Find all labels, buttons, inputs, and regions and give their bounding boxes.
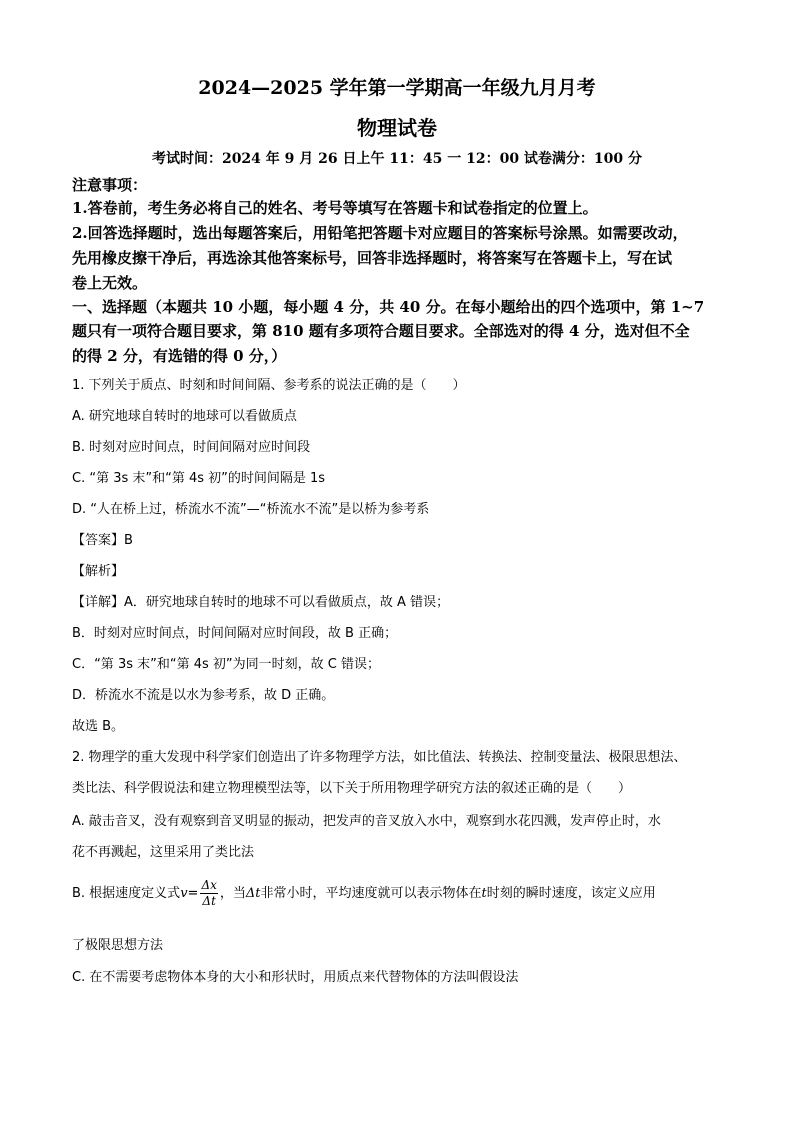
q1-option-a: A. 研究地球自转时的地球可以看做质点 <box>72 409 297 424</box>
fraction-numerator: Δx <box>201 878 217 892</box>
delta-t-symbol: Δt <box>245 886 261 901</box>
fraction-denominator: Δt <box>202 894 216 908</box>
q2-option-a-line-1: A. 敲击音叉，没有观察到音叉明显的振动，把发声的音叉放入水中，观察到水花四溅，发声停止时，水 <box>72 814 661 829</box>
q2-stem-line-1: 2. 物理学的重大发现中科学家们创造出了许多物理学方法，如比值法、转换法、控制变量法、极限思想法、 <box>72 750 687 765</box>
option-b-mid: ，当 <box>219 886 246 901</box>
answer-tag: 【答案】 <box>72 533 125 548</box>
q2-option-a-line-2: 花不再溅起，这里采用了类比法 <box>72 845 255 860</box>
detail-tag: 【详解】 <box>72 595 125 610</box>
option-b-post: 时刻的瞬时速度，该定义应用 <box>486 886 656 901</box>
notes-heading: 注意事项： <box>72 176 148 194</box>
notes-item-2-line-3: 卷上无效。 <box>72 274 148 292</box>
q2-option-c: C. 在不需要考虑物体本身的大小和形状时，用质点来代替物体的方法叫假设法 <box>72 970 519 985</box>
option-b-prefix: B. 根据速度定义式 <box>72 886 181 901</box>
notes-item-1: 1.答卷前，考生务必将自己的姓名、考号等填写在答题卡和试卷指定的位置上。 <box>72 199 598 217</box>
notes-item-2-line-2: 先用橡皮擦干净后，再选涂其他答案标号，回答非选择题时，将答案写在答题卡上，写在试 <box>72 249 673 267</box>
velocity-fraction <box>200 878 217 909</box>
q1-stem: 1. 下列关于质点、时刻和时间间隔、参考系的说法正确的是（ ） <box>72 378 466 393</box>
section-1-line-3: 的得 2 分，有选错的得 0 分，） <box>72 347 287 365</box>
notes-item-2-line-1: 2.回答选择题时，选出每题答案后，用铅笔把答题卡对应题目的答案标号涂黑。如需要改动， <box>72 224 688 242</box>
detail-a-text: A．研究地球自转时的地球不可以看做质点，故 A 错误； <box>124 595 450 610</box>
q1-option-d: D. “人在桥上过，桥流水不流”—“桥流水不流”是以桥为参考系 <box>72 502 430 517</box>
q1-detail-d: D．桥流水不流是以水为参考系，故 D 正确。 <box>72 688 335 703</box>
q1-conclusion: 故选 B。 <box>72 719 125 734</box>
section-1-line-1: 一、选择题（本题共 10 小题，每小题 4 分，共 40 分。在每小题给出的四个选项中，第 1~7 <box>72 298 705 316</box>
q1-answer <box>72 529 732 548</box>
q1-option-c: C. “第 3s 末”和“第 4s 初”的时间间隔是 1s <box>72 471 326 486</box>
option-b-mid-2: 非常小时，平均速度就可以表示物体在 <box>260 886 482 901</box>
exam-info: 考试时间：2024 年 9 月 26 日上午 11：45 一 12：00 试卷满分：100 分 <box>151 151 643 167</box>
q2-stem-line-2: 类比法、科学假说法和建立物理模型法等，以下关于所用物理学研究方法的叙述正确的是（ ） <box>72 781 632 796</box>
q1-detail-c: C．“第 3s 末”和“第 4s 初”为同一时刻，故 C 错误； <box>72 657 380 672</box>
q2-option-b-line-1 <box>72 878 732 909</box>
q1-detail-b: B．时刻对应时间点，时间间隔对应时间段，故 B 正确； <box>72 626 398 641</box>
q1-detail-a <box>72 591 732 610</box>
time-symbol: t <box>481 886 487 901</box>
answer-value: B <box>124 533 133 548</box>
q1-analysis-tag: 【解析】 <box>72 564 125 579</box>
q2-option-b-line-2: 了极限思想方法 <box>72 938 164 953</box>
q1-option-b: B. 时刻对应时间点，时间间隔对应时间段 <box>72 440 311 455</box>
exam-subtitle: 物理试卷 <box>357 116 437 140</box>
velocity-symbol: v <box>180 886 188 901</box>
exam-title: 2024—2025 学年第一学期高一年级九月月考 <box>198 77 596 99</box>
section-1-line-2: 题只有一项符合题目要求，第 810 题有多项符合题目要求。全部选对的得 4 分，选对但不全 <box>72 322 690 340</box>
equals-sign: = <box>187 886 199 901</box>
